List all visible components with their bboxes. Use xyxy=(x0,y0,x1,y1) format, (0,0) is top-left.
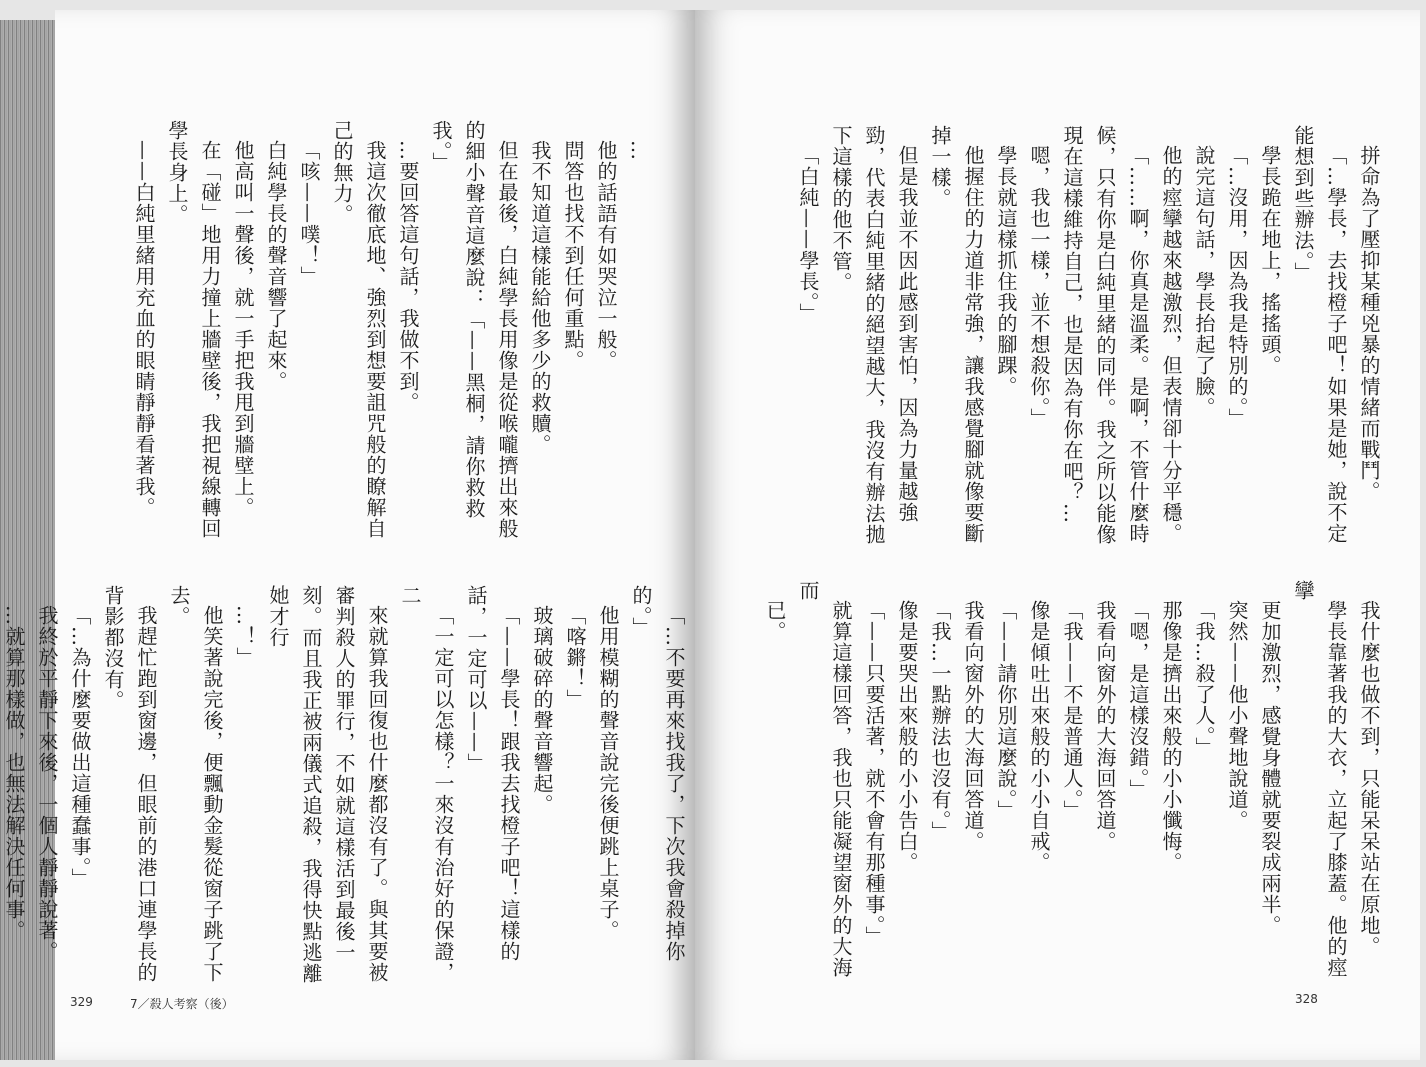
paragraph: 那像是擠出來般的小小懺悔。 xyxy=(1159,600,1183,873)
paragraph: 「…沒用，因為我是特別的。」 xyxy=(1225,145,1249,429)
paragraph: 我這次徹底地、強烈到想要詛咒般的瞭解自己的無力。 xyxy=(330,120,387,539)
paragraph: 像是傾吐出來般的小小自戒。 xyxy=(1027,600,1051,873)
paragraph: 「…不要再來找我了，下次我會殺掉你的。」 xyxy=(629,585,686,962)
paragraph: 玻璃破碎的聲音響起。 xyxy=(530,605,554,815)
paragraph: 「——學長！跟我去找橙子吧！這樣的話，一定可以——」 xyxy=(464,585,521,962)
paragraph: 問答也找不到任何重點。 xyxy=(561,140,585,371)
paragraph: 「白純——學長。」 xyxy=(796,145,820,324)
paragraph: 白純學長的聲音響了起來。 xyxy=(264,140,288,392)
left-page xyxy=(2,10,695,1060)
paragraph: 嗯，我也一樣，並不想殺你。」 xyxy=(1027,145,1051,429)
paragraph: 「——只要活著，就不會有那種事。」 xyxy=(862,600,886,947)
paragraph: 拼命為了壓抑某種兇暴的情緒而戰鬥。 xyxy=(1357,145,1381,502)
paragraph: 我看向窗外的大海回答道。 xyxy=(1093,600,1117,852)
paragraph: 說完這句話，學長抬起了臉。 xyxy=(1192,145,1216,418)
left-upper-text-block xyxy=(132,120,655,550)
paragraph: 「我…殺了人。」 xyxy=(1192,600,1216,758)
paragraph: 「……啊，你真是溫柔。是啊，不管什麼時候，只有你是白純里緒的同伴。我之所以能像現在這樣維持自己，也是因為有你在吧？… xyxy=(1060,125,1150,545)
paragraph: 他的痙攣越來越激烈，但表情卻十分平穩。 xyxy=(1159,145,1183,544)
paragraph: 我趕忙跑到窗邊，但眼前的港口連學長的背影都沒有。 xyxy=(101,585,158,983)
paragraph: 他笑著說完後，便飄動金髮從窗子跳了下去。 xyxy=(167,585,224,983)
paragraph: 「一定可以怎樣？一來沒有治好的保證，二 xyxy=(398,585,455,983)
paragraph: …！」 xyxy=(233,605,257,668)
paragraph: … xyxy=(627,140,651,161)
paragraph: 「…為什麼要做出這種蠢事。」 xyxy=(68,605,92,889)
paragraph: 像是要哭出來般的小小告白。 xyxy=(895,600,919,873)
paragraph: 我看向窗外的大海回答道。 xyxy=(961,600,985,852)
paragraph: 更加激烈，感覺身體就要裂成兩半。 xyxy=(1258,600,1282,936)
paragraph: …要回答這句話，我做不到。 xyxy=(396,140,420,413)
left-lower-text-block xyxy=(2,585,690,985)
paragraph: 「喀鏘！」 xyxy=(563,605,587,710)
paragraph: 「——請你別這麼說。」 xyxy=(994,600,1018,821)
paragraph: 「…學長，去找橙子吧！如果是她，說不定能想到些辦法。」 xyxy=(1291,125,1348,544)
paragraph: 我什麼也做不到，只能呆呆站在原地。 xyxy=(1357,600,1381,957)
paragraph: 他高叫一聲後，就一手把我甩到牆壁上。 xyxy=(231,140,255,518)
paragraph: 但是我並不因此感到害怕，因為力量越強勁，代表白純里緒的絕望越大，我沒有辦法拋下這樣的他不管。 xyxy=(829,125,919,545)
paragraph: 他用模糊的聲音說完後便跳上桌子。 xyxy=(596,605,620,941)
right-lower-text-block xyxy=(763,580,1385,980)
paragraph: 來就算我回復也什麼都沒有了。與其要被審判殺人的罪行，不如就這樣活到最後一刻。而且我正被兩儀式追殺，我得快點逃離她才行 xyxy=(266,585,389,984)
page-number-left: 329 xyxy=(70,995,93,1009)
paragraph: ——白純里緒用充血的眼睛靜靜看著我。 xyxy=(132,140,156,518)
paragraph: 我不知道這樣能給他多少的救贖。 xyxy=(528,140,552,455)
paragraph: 「我——不是普通人。」 xyxy=(1060,600,1084,821)
paragraph: …就算那樣做，也無法解決任何事。 xyxy=(2,605,26,941)
paragraph: 學長跪在地上，搖搖頭。 xyxy=(1258,145,1282,376)
paragraph: 「我…一點辦法也沒有。」 xyxy=(928,600,952,842)
paragraph: 「嗯，是這樣沒錯。」 xyxy=(1126,600,1150,800)
paragraph: 他握住的力道非常強，讓我感覺腳就像要斷掉一樣。 xyxy=(928,125,985,544)
paragraph: 學長靠著我的大衣，立起了膝蓋。他的痙攣 xyxy=(1291,580,1348,978)
right-upper-text-block xyxy=(750,125,1385,555)
right-page xyxy=(695,10,1420,1060)
paragraph: 學長就這樣抓住我的腳踝。 xyxy=(994,145,1018,397)
paragraph: 已。 xyxy=(763,600,787,642)
paragraph: 就算這樣回答，我也只能凝望窗外的大海而 xyxy=(796,580,853,978)
paragraph: 我終於平靜下來後，一個人靜靜說著。 xyxy=(35,605,59,962)
running-head: 7／殺人考察（後） xyxy=(130,997,234,1011)
paragraph: 突然——他小聲地說道。 xyxy=(1225,600,1249,831)
page-number-right: 328 xyxy=(1295,992,1318,1006)
paragraph: 他的話語有如哭泣一般。 xyxy=(594,140,618,371)
paragraph: 「咳——噗！」 xyxy=(297,140,321,287)
paragraph: 但在最後，白純學長用像是從喉嚨擠出來般的細小聲音這麼說：「——黑桐，請你救救我。」 xyxy=(429,120,519,539)
paragraph: 在「碰」地用力撞上牆壁後，我把視線轉回學長身上。 xyxy=(165,120,222,539)
